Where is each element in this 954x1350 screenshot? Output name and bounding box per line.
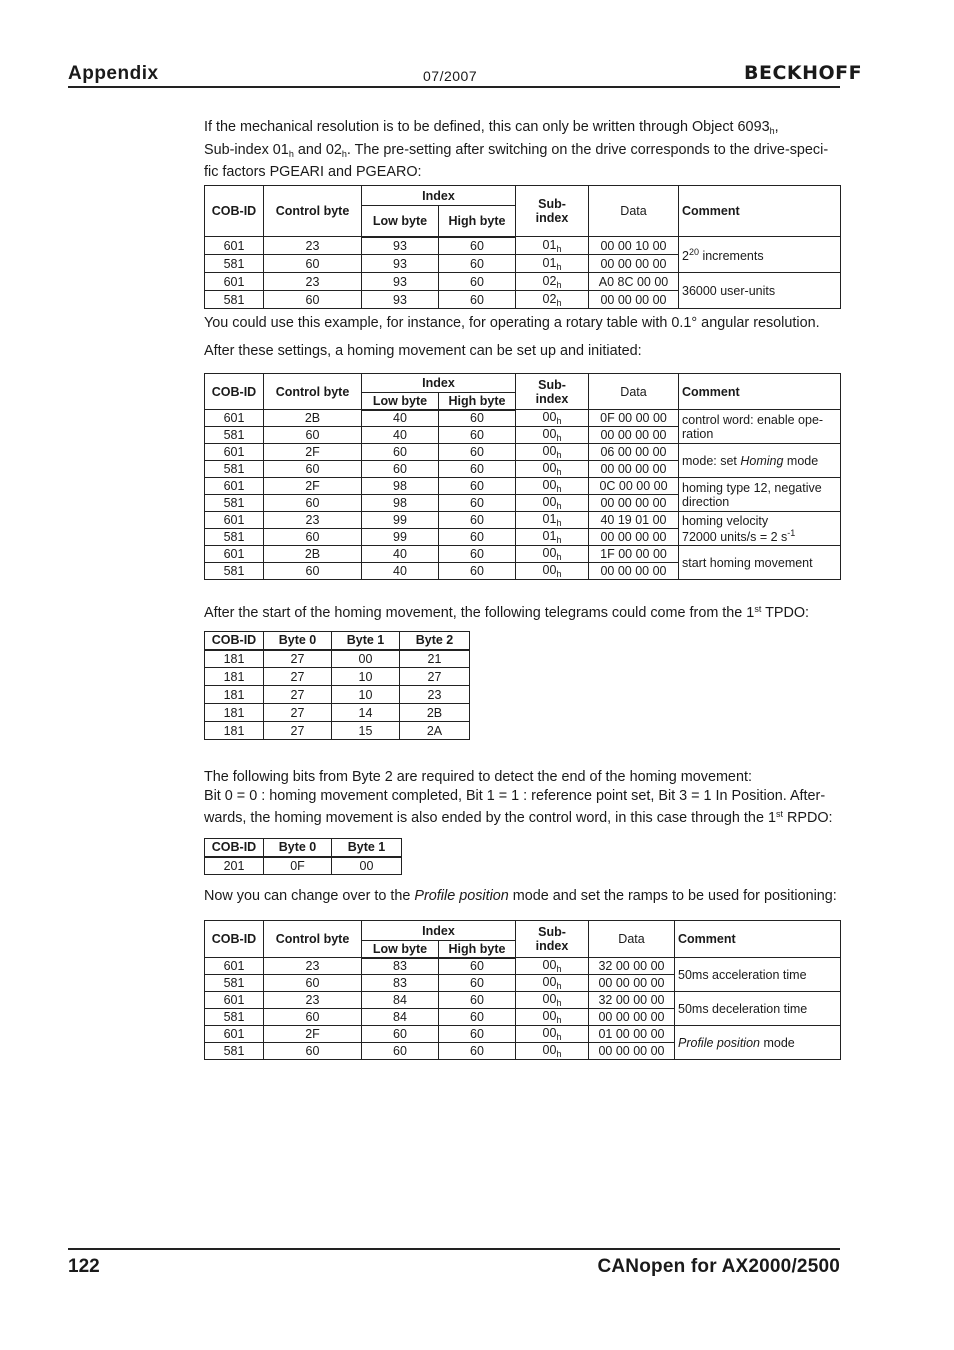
table-row: 581 60 98 60 $00_h$ 00 00 00 00 — [205, 495, 841, 512]
table-row: 601 23 93 60 $02_h$ A0 8C 00 00 36000 user-units — [205, 273, 841, 291]
comment-cell: $2^{20}$ increments — [679, 237, 841, 273]
comment-cell: mode: set Homing mode — [679, 444, 841, 478]
table-row: 201 0F 00 — [205, 857, 402, 875]
comment-cell: start homing movement — [679, 546, 841, 580]
comment-cell: 50ms deceleration time — [675, 992, 841, 1026]
table-row: 581 60 84 60 $00_h$ 00 00 00 00 — [205, 1009, 841, 1026]
col-high-byte: High byte — [439, 206, 516, 237]
profile-position-intro: Now you can change over to the Profile position mode and set the ramps to be used for positioning: — [204, 888, 837, 904]
col-comment: Comment — [679, 186, 841, 237]
footer-rule — [68, 1248, 840, 1250]
table-row: 181 27 00 21 — [205, 650, 470, 668]
col-low-byte: Low byte — [362, 206, 439, 237]
comment-cell: homing velocity 72000 units/s = 2 $s^{-1}$ — [679, 512, 841, 546]
comment-cell: control word: enable ope- ration — [679, 410, 841, 444]
comment-cell: Profile position mode — [675, 1026, 841, 1060]
table-row: 581 60 93 60 $01_h$ 00 00 00 00 — [205, 255, 841, 273]
table-row: 181 27 15 2A — [205, 722, 470, 740]
comment-cell: 36000 user-units — [679, 273, 841, 309]
table-row: 601 23 99 60 $01_h$ 40 19 01 00 homing velocity 72000 units/s = 2 $s^{-1}$ — [205, 512, 841, 529]
brand-logo: BECKHOFF — [744, 62, 863, 84]
table-row: 601 2F 98 60 $00_h$ 0C 00 00 00 homing type 12, negative direction — [205, 478, 841, 495]
document-title: CANopen for AX2000/2500 — [597, 1256, 840, 1277]
header-rule — [68, 86, 840, 88]
table-row: 181 27 14 2B — [205, 704, 470, 722]
homing-intro: After these settings, a homing movement can be set up and initiated: — [204, 343, 642, 359]
table-row: 581 60 40 60 $00_h$ 00 00 00 00 — [205, 563, 841, 580]
table-row: 581 60 93 60 $02_h$ 00 00 00 00 — [205, 291, 841, 309]
table-row: 601 2B 40 60 $00_h$ 0F 00 00 00 control word: enable ope- ration — [205, 410, 841, 427]
table-row: 601 23 93 60 $01_h$ 00 00 10 00 $2^{20}$ increments — [205, 237, 841, 255]
col-control-byte: Control byte — [264, 186, 362, 237]
comment-cell: homing type 12, negative direction — [679, 478, 841, 512]
homing-sdo-table: COB-ID Control byte Index Sub- index Data Comment Low byte High byte 601 2B 40 60 $00_h$ 0F 00 00 00 control word: enable ope- ration 581 60 40 60 $00_h$ 00 00 00 00 601 2F 60 60 $00_h$ 06 00 00 00 mode: set Homing mode 581 60 60 60 $00_h$ 00 00 00 00 601 2F 98 60 $00_h$ 0C 00 00 00 homing type 12, negative direction 581 60 98 60 $00_h$ 00 00 00 00 601 23 99 60 $01_h$ 40 19 01 00 homing velocity 72000 units/s = 2 $s^{-1}$ 581 60 99 60 $01_h$ 00 00 00 00 601 2B 40 60 $00_h$ 1F 00 00 00 start homing movement 581 60 40 60 $00_h$ 00 00 00 00 — [204, 373, 841, 580]
tpdo-telegram-table: COB-ID Byte 0 Byte 1 Byte 2 181 27 00 21 181 27 10 27 181 27 10 23 181 27 14 2B 181 27 15 2A — [204, 631, 470, 740]
table-row: 601 23 84 60 $00_h$ 32 00 00 00 50ms deceleration time — [205, 992, 841, 1009]
table-row: 581 60 60 60 $00_h$ 00 00 00 00 — [205, 461, 841, 478]
tpdo-intro: After the start of the homing movement, the following telegrams could come from the 1st TPDO: — [204, 604, 810, 621]
page-number: 122 — [68, 1256, 100, 1277]
comment-cell: 50ms acceleration time — [675, 958, 841, 992]
table-row: 581 60 83 60 $00_h$ 00 00 00 00 — [205, 975, 841, 992]
col-subindex: Sub- index — [516, 186, 589, 237]
table-row: 581 60 99 60 $01_h$ 00 00 00 00 — [205, 529, 841, 546]
resolution-sdo-table — [204, 185, 841, 309]
col-index: Index — [362, 186, 516, 206]
homing-end-paragraph: The following bits from Byte 2 are required to detect the end of the homing movement: Bit 0 = 0 : homing movement completed, Bit 1 = 1 : reference point set, Bit 3 = 1 In Position. After- wards, the homing movement is also ended by the control word, in this case through the 1st RPDO: — [204, 769, 833, 826]
rpdo-telegram-table: COB-ID Byte 0 Byte 1 201 0F 00 — [204, 838, 402, 875]
col-cob-id: COB-ID — [205, 186, 264, 237]
table-row: 581 60 40 60 $00_h$ 00 00 00 00 — [205, 427, 841, 444]
intro-paragraph: If the mechanical resolution is to be defined, this can only be written through Object $6093_h$, Sub-index $01_h$ and $02_h$. The pre-setting after switching on the drive corresponds to the drive-speci- fic factors PGEARI and PGEARO: — [204, 119, 829, 180]
table-row: 601 23 83 60 $00_h$ 32 00 00 00 50ms acceleration time — [205, 958, 841, 975]
rotary-table-note: You could use this example, for instance, for operating a rotary table with 0.1° angular resolution. — [204, 315, 820, 331]
table-row: 601 2F 60 60 $00_h$ 06 00 00 00 mode: set Homing mode — [205, 444, 841, 461]
table-row: 601 2F 60 60 $00_h$ 01 00 00 00 Profile position mode — [205, 1026, 841, 1043]
table-row: 581 60 60 60 $00_h$ 00 00 00 00 — [205, 1043, 841, 1060]
ramp-sdo-table: COB-ID Control byte Index Sub- index Data Comment Low byte High byte 601 23 83 60 $00_h$ 32 00 00 00 50ms acceleration time 581 60 83 60 $00_h$ 00 00 00 00 601 23 84 60 $00_h$ 32 00 00 00 50ms deceleration time 581 60 84 60 $00_h$ 00 00 00 00 601 2F 60 60 $00_h$ 01 00 00 00 Profile position mode 581 60 60 60 $00_h$ 00 00 00 00 — [204, 920, 841, 1060]
document-date: 07/2007 — [423, 68, 478, 84]
section-title: Appendix — [68, 63, 159, 84]
col-data: Data — [589, 186, 679, 237]
table-row: 601 2B 40 60 $00_h$ 1F 00 00 00 start homing movement — [205, 546, 841, 563]
table-row: 181 27 10 23 — [205, 686, 470, 704]
table-row: 181 27 10 27 — [205, 668, 470, 686]
